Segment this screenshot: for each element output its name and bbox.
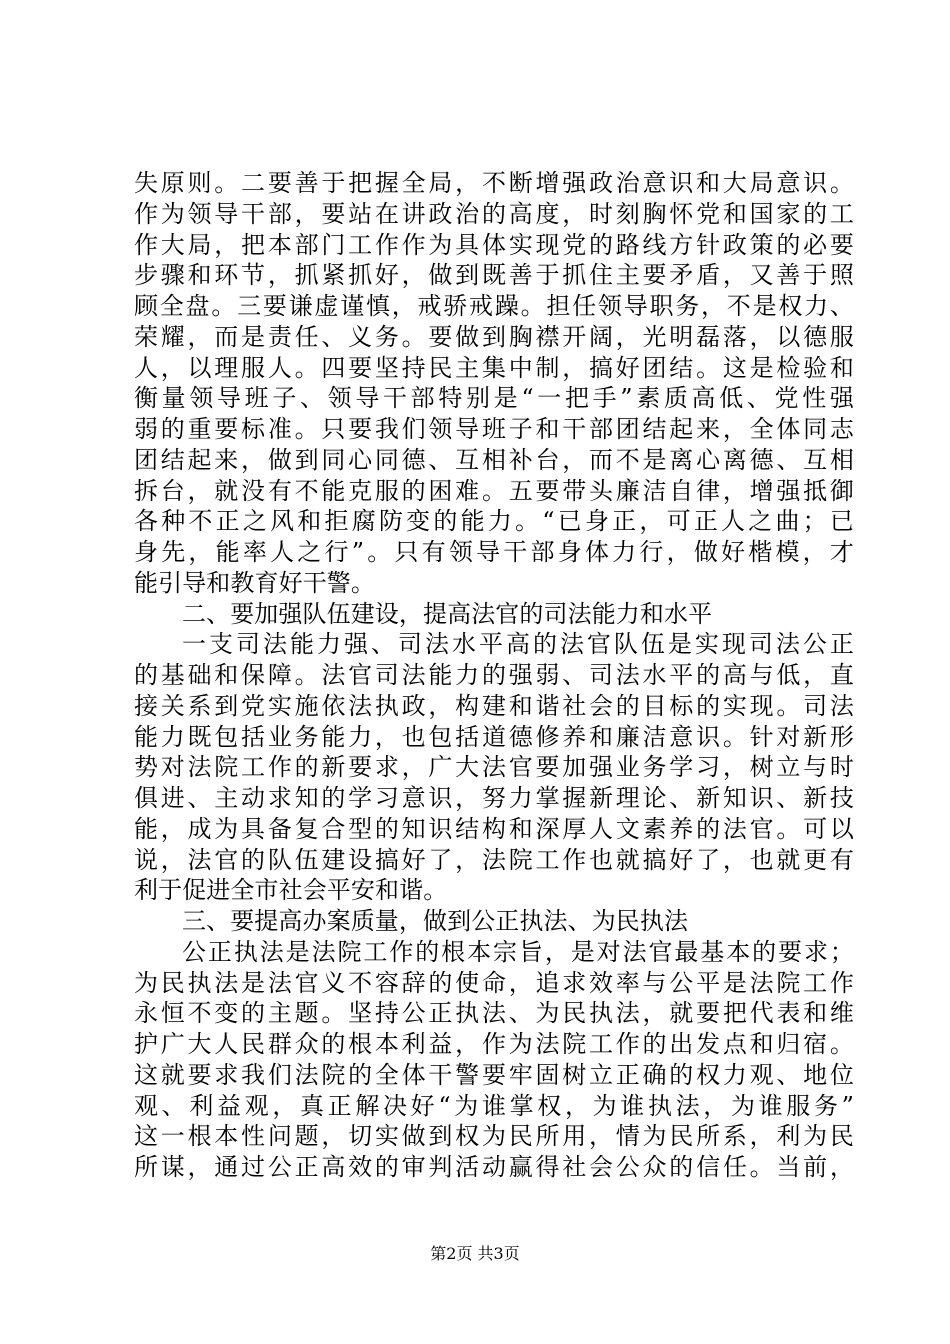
paragraph-start-line: 公正执法是法院工作的根本宗旨，是对法官最基本的要求； xyxy=(182,937,854,966)
text-line: 接关系到党实施依法执政，构建和谐社会的目标的实现。司法 xyxy=(134,691,854,720)
text-line: 能力既包括业务能力，也包括道德修养和廉洁意识。针对新形 xyxy=(134,722,854,751)
paragraph-start-line: 二、要加强队伍建设，提高法官的司法能力和水平 xyxy=(182,599,713,628)
text-line: 荣耀，而是责任、义务。要做到胸襟开阔，光明磊落，以德服 xyxy=(134,322,854,351)
text-line: 护广大人民群众的根本利益，作为法院工作的出发点和归宿。 xyxy=(134,1030,854,1058)
page-footer: 第2页 共3页 xyxy=(430,1244,520,1263)
text-line: 身先，能率人之行”。只有领导干部身体力行，做好楷模，才 xyxy=(134,538,854,566)
text-line: 顾全盘。三要谦虚谨慎，戒骄戒躁。担任领导职务，不是权力、 xyxy=(134,292,854,320)
text-line: 势对法院工作的新要求，广大法官要加强业务学习，树立与时 xyxy=(134,753,854,782)
text-line: 拆台，就没有不能克服的困难。五要带头廉洁自律，增强抵御 xyxy=(134,476,854,505)
text-line: 永恒不变的主题。坚持公正执法、为民执法，就要把代表和维 xyxy=(134,999,854,1028)
text-line: 的基础和保障。法官司法能力的强弱、司法水平的高与低，直 xyxy=(134,661,854,689)
text-line: 人，以理服人。四要坚持民主集中制，搞好团结。这是检验和 xyxy=(134,353,854,382)
text-line: 观、利益观，真正解决好“为谁掌权，为谁执法，为谁服务” xyxy=(134,1091,854,1120)
text-line: 俱进、主动求知的学习意识，努力掌握新理论、新知识、新技 xyxy=(134,784,854,812)
text-line: 为民执法是法官义不容辞的使命，追求效率与公平是法院工作 xyxy=(134,968,854,997)
paragraph-start-line: 一支司法能力强、司法水平高的法官队伍是实现司法公正 xyxy=(182,630,854,659)
text-line: 弱的重要标准。只要我们领导班子和干部团结起来，全体同志 xyxy=(134,415,854,443)
text-line: 这就要求我们法院的全体干警要牢固树立正确的权力观、地位 xyxy=(134,1060,854,1089)
document-body xyxy=(134,168,854,1183)
text-line: 衡量领导班子、领导干部特别是“一把手”素质高低、党性强 xyxy=(134,384,854,413)
text-line: 各种不正之风和拒腐防变的能力。“已身正，可正人之曲；已 xyxy=(134,507,854,536)
text-line: 能引导和教育好干警。 xyxy=(134,568,375,597)
text-line: 能，成为具备复合型的知识结构和深厚人文素养的法官。可以 xyxy=(134,814,854,843)
text-line: 团结起来，做到同心同德、互相补台，而不是离心离德、互相 xyxy=(134,445,854,474)
paragraph-start-line: 三、要提高办案质量，做到公正执法、为民执法 xyxy=(182,907,689,935)
text-line: 利于促进全市社会平安和谐。 xyxy=(134,876,448,905)
text-line: 说，法官的队伍建设搞好了，法院工作也就搞好了，也就更有 xyxy=(134,845,854,874)
text-line: 作大局，把本部门工作作为具体实现党的路线方针政策的必要 xyxy=(134,230,854,259)
text-line: 步骤和环节，抓紧抓好，做到既善于抓住主要矛盾，又善于照 xyxy=(134,261,854,290)
text-line: 所谋，通过公正高效的审判活动赢得社会公众的信任。当前， xyxy=(134,1153,854,1181)
text-line: 这一根本性问题，切实做到权为民所用，情为民所系，利为民 xyxy=(134,1122,854,1151)
text-line: 失原则。二要善于把握全局，不断增强政治意识和大局意识。 xyxy=(134,169,854,197)
text-line: 作为领导干部，要站在讲政治的高度，时刻胸怀党和国家的工 xyxy=(134,199,854,228)
